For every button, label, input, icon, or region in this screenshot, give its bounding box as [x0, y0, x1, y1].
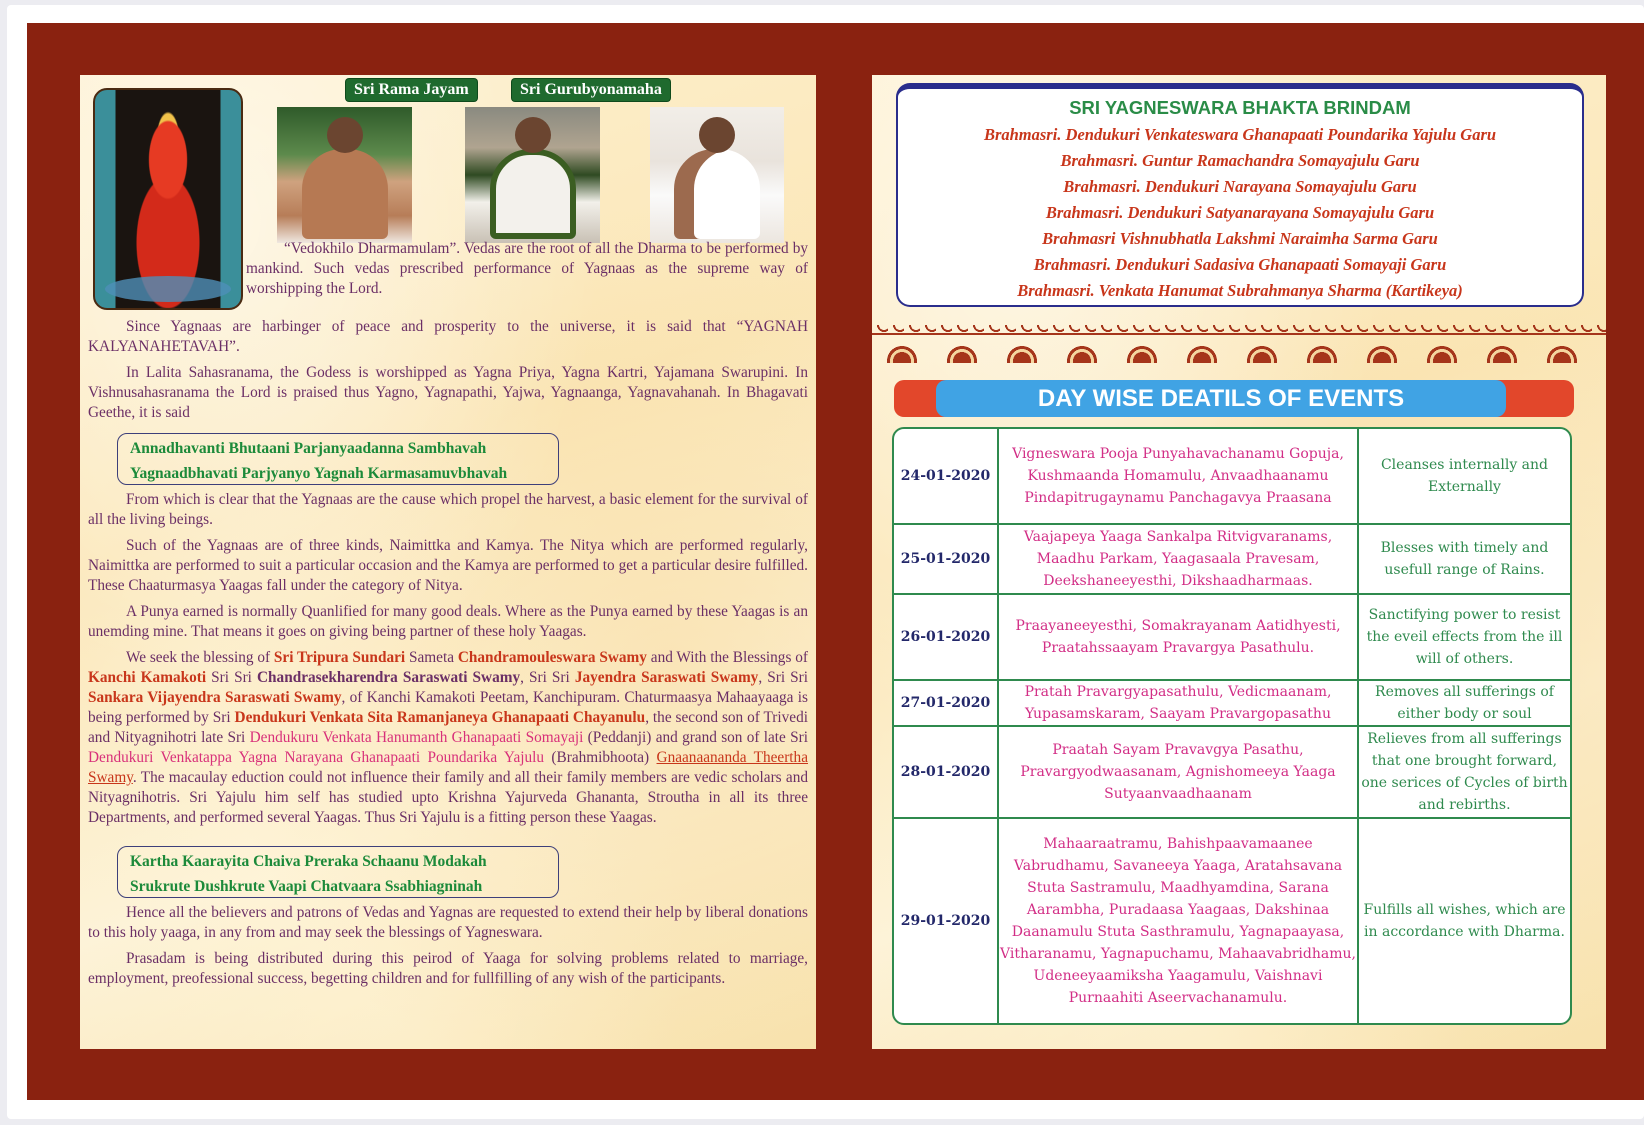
event-details: Vigneswara Pooja Punyahavachanamu Gopuja, Kushmaanda Homamulu, Anvaadhaanamu Pindapitrugaynamu Panchagavya Praasana [998, 429, 1358, 524]
right-page [872, 75, 1606, 1049]
paragraph-blessings [88, 648, 808, 828]
member-name: Brahmasri. Guntur Ramachandra Somayajulu Garu [1060, 151, 1420, 170]
text-span: Sameta [405, 649, 458, 666]
table-row [894, 726, 1570, 818]
body-text-block-3 [88, 903, 808, 995]
member-name: Brahmasri. Dendukuri Sadasiva Ghanapaati Somayaji Garu [1033, 255, 1447, 274]
text-span: . The macaulay eduction could not influence their family and all their family members are vedic scholars and Nityagnihotris. Sri Yajulu him self has studied upto Krishna Yajurveda Ghananta, Stroutha in all its three Departments, and performed several Yaagas. Thus Sri Yajulu is a fitting person these Yaagas. [88, 769, 808, 826]
brindam-title: SRI YAGNESWARA BHAKTA BRINDAM [1069, 97, 1411, 118]
highlight-name: Sankara Vijayendra Saraswati Swamy [88, 689, 342, 706]
highlight-name: Dendukuri Venkata Sita Ramanjaneya Ghanapaati Chayanulu [234, 709, 646, 726]
guru-photo-3 [650, 107, 784, 243]
text-span: , Sri Sri [520, 669, 575, 686]
text-span: Sri Sri [206, 669, 257, 686]
sri-gurubyonamaha-label: Sri Gurubyonamaha [512, 79, 670, 101]
member-name: Brahmasri Vishnubhatla Lakshmi Naraimha Sarma Garu [1042, 229, 1438, 248]
goddess-idol-image [93, 88, 243, 310]
member-name: Brahmasri. Dendukuri Narayana Somayajulu Garu [1063, 177, 1417, 196]
intro-paragraph: “Vedokhilo Dharmamulam”. Vedas are the root of all the Dharma to be performed by mankind. Such vedas prescribed performance of Yagnaas as the supreme way of worshipping the Lord. [246, 240, 808, 297]
highlight-name: Chandramouleswara Swamy [457, 649, 647, 666]
text-span: and With the Blessings of [646, 649, 808, 666]
highlight-name: Jayendra Saraswati Swamy [574, 669, 759, 686]
paragraph-lalita: In Lalita Sahasranama, the Godess is worshipped as Yagna Priya, Yagna Kartri, Yajamana Swarupini. In Vishnusahasranama the Lord is praised thus Yagno, Yagnapathi, Yajwa, Yagnaanga, Yagnavahanah. In Bhagavati Geethe, it is said [88, 364, 808, 421]
event-date: 24-01-2020 [894, 429, 998, 524]
lace-border-decoration [872, 323, 1606, 363]
verse-line: Kartha Kaarayita Chaiva Preraka Schaanu Modakah [130, 853, 487, 870]
event-details: Pratah Pravargyapasathulu, Vedicmaanam, Yupasamskaram, Saayam Pravargopasathu [998, 680, 1358, 726]
gnaanaananda-link[interactable]: Gnaanaananda Theertha Swamy [88, 749, 808, 786]
text-span: (Brahmibhoota) [544, 749, 657, 766]
table-row [894, 818, 1570, 1023]
left-page [80, 75, 816, 1049]
event-date: 26-01-2020 [894, 594, 998, 680]
table-row [894, 429, 1570, 524]
paragraph-harvest: From which is clear that the Yagnaas are the cause which propel the harvest, a basic element for the survival of all the living beings. [88, 491, 808, 528]
guru-photo-1 [277, 107, 412, 243]
event-details: Vaajapeya Yaaga Sankalpa Ritvigvaranams, Maadhu Parkam, Yaagasaala Pravesam, Deekshaneeyesthi, Dikshaadharmaas. [998, 524, 1358, 594]
verse-line: Srukrute Dushkrute Vaapi Chatvaara Ssabhiagninah [130, 878, 483, 895]
text-span: (Peddanji) and grand son of late Sri [583, 729, 808, 746]
event-details: Praatah Sayam Pravavgya Pasathu, Pravargyodwaasanam, Agnishomeeya Yaaga Sutyaanvaadhaanam [998, 726, 1358, 818]
guru-photo-2 [465, 107, 600, 243]
highlight-name: Chandrasekharendra Saraswati Swamy [257, 669, 521, 686]
events-table [892, 427, 1572, 1025]
sri-rama-jayam-label: Sri Rama Jayam [346, 79, 477, 101]
verse-box-2 [117, 846, 559, 898]
text-span: , the second son of Trivedi and Nityagnihotri late Sri [88, 709, 808, 746]
event-benefit: Sanctifying power to resist the eveil effects from the ill will of others. [1358, 594, 1570, 680]
event-benefit: Removes all sufferings of either body or soul [1358, 680, 1570, 726]
member-name: Brahmasri. Dendukuri Satyanarayana Somayajulu Garu [1045, 203, 1435, 222]
text-span: We seek the blessing of [126, 649, 274, 666]
event-date: 27-01-2020 [894, 680, 998, 726]
event-benefit: Blesses with timely and usefull range of Rains. [1358, 524, 1570, 594]
event-date: 25-01-2020 [894, 524, 998, 594]
verse-line: Yagnaadbhavati Parjyanyo Yagnah Karmasamuvbhavah [130, 465, 508, 482]
highlight-name: Dendukuru Venkata Hanumanth Ghanapaati Somayaji [249, 729, 584, 746]
table-row [894, 594, 1570, 680]
event-benefit: Fulfills all wishes, which are in accordance with Dharma. [1358, 818, 1570, 1023]
event-date: 29-01-2020 [894, 818, 998, 1023]
highlight-name: Sri Tripura Sundari [273, 649, 406, 666]
paragraph-donations: Hence all the believers and patrons of Vedas and Yagnas are requested to extend their help by liberal donations to this holy yaaga, in any from and may seek the blessings of Yagneswara. [88, 904, 808, 941]
table-row [894, 524, 1570, 594]
paragraph-prasadam: Prasadam is being distributed during this peirod of Yaaga for solving problems related to marriage, employment, preofessional success, begetting children and for fullfilling of any wish of the participants. [88, 950, 808, 987]
verse-line: Annadhavanti Bhutaani Parjanyaadanna Sambhavah [130, 440, 487, 457]
verse-box-1 [117, 433, 559, 485]
body-text-block-2 [88, 490, 808, 834]
event-details: Mahaaraatramu, Bahishpaavamaanee Vabrudhamu, Savaneeya Yaaga, Aratahsavana Stuta Sastramulu, Maadhyamdina, Sarana Aarambha, Puradaasa Yaagaas, Dakshinaa Daanamulu Stuta Sasthramulu, Yagnapaayasa, Vitharanamu, Yagnapuchamu, Mahaavabridhamu, Udeneeyaamiksha Yaagamulu, Vaishnavi Purnaahiti Aseervachanamulu. [998, 818, 1358, 1023]
event-date: 28-01-2020 [894, 726, 998, 818]
intro-text [246, 239, 808, 305]
member-name: Brahmasri. Venkata Hanumat Subrahmanya Sharma (Kartikeya) [1017, 281, 1463, 300]
bhakta-brindam-box [896, 83, 1584, 307]
member-name: Brahmasri. Dendukuri Venkateswara Ghanapaati Poundarika Yajulu Garu [983, 125, 1497, 144]
paragraph-three-kinds: Such of the Yagnaas are of three kinds, Naimittka and Kamya. The Nitya which are performed regularly, Naimittka are performed to suit a particular occasion and the Kamya are performed to get a particular desire fulfilled. These Chaaturmasya Yaagas fall under the category of Nitya. [88, 537, 808, 594]
table-row [894, 680, 1570, 726]
paragraph-yagnah: Since Yagnaas are harbinger of peace and prosperity to the universe, it is said that “YAGNAH KALYANAHETAVAH”. [88, 318, 808, 355]
events-banner-title: DAY WISE DEATILS OF EVENTS [936, 380, 1506, 417]
highlight-name: Dendukuri Venkatappa Yagna Narayana Ghanapaati Poundarika Yajulu [88, 749, 545, 766]
event-details: Praayaneeyesthi, Somakrayanam Aatidhyesti, Praatahssaayam Pravargya Pasathulu. [998, 594, 1358, 680]
highlight-name: Kanchi Kamakoti [88, 669, 207, 686]
body-text-block-1 [88, 317, 808, 429]
paragraph-punya: A Punya earned is normally Quanlified for many good deals. Where as the Punya earned by these Yaagas is an unemding mine. That means it goes on giving being partner of these holy Yaagas. [88, 603, 808, 640]
text-span: , Sri Sri [758, 669, 808, 686]
event-benefit: Relieves from all sufferings that one brought forward, one serices of Cycles of birth and rebirths. [1358, 726, 1570, 818]
event-benefit: Cleanses internally and Externally [1358, 429, 1570, 524]
text-span: , of Kanchi Kamakoti Peetam, Kanchipuram. Chaturmaasya Mahaayaaga is being performed by Sri [88, 689, 808, 726]
